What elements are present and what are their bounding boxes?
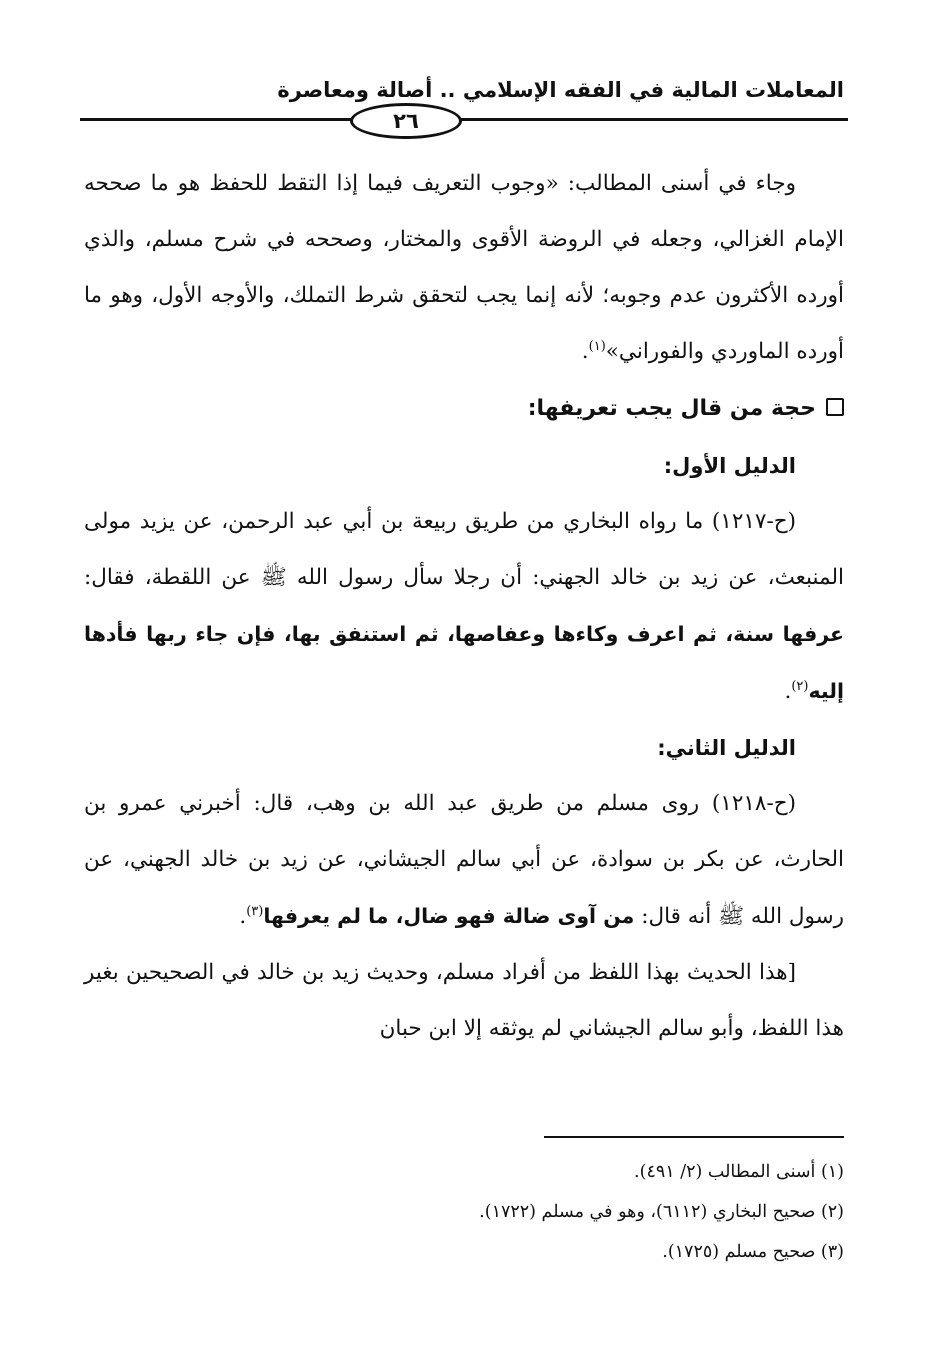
paragraph-hadith-1217: (ح-١٢١٧) ما رواه البخاري من طريق ربيعة بن أبي عبد الرحمن، عن يزيد مولى المنبعث، عن زيد بن خالد الجهني: أن رجلا سأل رسول الله ﷺ عن اللقطة، فقال: عرفها سنة، ثم اعرف وكاءها وعفاصها، ثم استنفق بها، فإن جاء ربها فأدها إليه$^{(٢)}$. bbox=[84, 509, 844, 704]
footnote-ref-2: (٢) bbox=[791, 678, 809, 694]
section-heading-text: حجة من قال يجب تعريفها: bbox=[527, 396, 816, 421]
footnote-1: (١) أسنى المطالب (٢/ ٤٩١). bbox=[634, 1162, 844, 1182]
footnote-2: (٢) صحيح البخاري (٦١١٢)، وهو في مسلم (١٧٢٢). bbox=[479, 1202, 844, 1222]
hadith-chain-text: (ح-١٢١٨) روى مسلم من طريق عبد الله بن وهب، قال: أخبرني عمرو بن الحارث، عن بكر بن سوادة، عن أبي سالم الجيشاني، عن زيد بن خالد الجهني، عن رسول الله ﷺ أنه قال: bbox=[84, 791, 844, 929]
page-number: ٢٦ bbox=[350, 103, 462, 139]
hadith-matn-text: من آوى ضالة فهو ضال، ما لم يعرفها bbox=[263, 904, 635, 928]
evidence-1-title: الدليل الأول: bbox=[663, 454, 796, 478]
footnote-ref-1: (١) bbox=[588, 338, 606, 354]
section-heading bbox=[84, 380, 844, 438]
square-bullet-icon bbox=[826, 398, 844, 416]
hadith-chain-text: (ح-١٢١٧) ما رواه البخاري من طريق ربيعة بن أبي عبد الرحمن، عن يزيد مولى المنبعث، عن زيد بن خالد الجهني: أن رجلا سأل رسول الله ﷺ عن اللقطة، فقال: bbox=[84, 509, 844, 590]
header-rule bbox=[80, 118, 848, 121]
paragraph-asna-quote: وجاء في أسنى المطالب: «وجوب التعريف فيما إذا التقط للحفظ هو ما صححه الإمام الغزالي، وجعله في الروضة الأقوى والمختار، وصححه في شرح مسلم، والذي أورده الأكثرون عدم وجوبه؛ لأنه إنما يجب لتحقق شرط التملك، والأوجه الأول، وهو ما أورده الماوردي والفوراني»$^{(١)}$. bbox=[84, 171, 844, 364]
paragraph-commentary: [هذا الحديث بهذا اللفظ من أفراد مسلم، وحديث زيد بن خالد في الصحيحين بغير هذا اللفظ، وأبو سالم الجيشاني لم يوثقه إلا ابن حبان bbox=[84, 960, 844, 1041]
footnotes bbox=[84, 1152, 844, 1272]
evidence-2-title: الدليل الثاني: bbox=[657, 736, 796, 760]
running-title: المعاملات المالية في الفقه الإسلامي .. أصالة ومعاصرة bbox=[277, 78, 844, 102]
footnote-rule bbox=[544, 1136, 844, 1138]
footnote-3: (٣) صحيح مسلم (١٧٢٥). bbox=[662, 1242, 844, 1262]
main-text bbox=[84, 156, 844, 1057]
hadith-matn-text: عرفها سنة، ثم اعرف وكاءها وعفاصها، ثم استنفق بها، فإن جاء ربها فأدها إليه bbox=[84, 622, 844, 703]
paragraph-hadith-1218: (ح-١٢١٨) روى مسلم من طريق عبد الله بن وهب، قال: أخبرني عمرو بن الحارث، عن بكر بن سوادة، عن أبي سالم الجيشاني، عن زيد بن خالد الجهني، عن رسول الله ﷺ أنه قال: من آوى ضالة فهو ضال، ما لم يعرفها$^{(٣)}$. bbox=[84, 791, 844, 929]
footnote-ref-3: (٣) bbox=[246, 903, 264, 919]
paragraph-text: وجاء في أسنى المطالب: «وجوب التعريف فيما إذا التقط للحفظ هو ما صححه الإمام الغزالي، وجعله في الروضة الأقوى والمختار، وصححه في شرح مسلم، والذي أورده الأكثرون عدم وجوبه؛ لأنه إنما يجب لتحقق شرط التملك، والأوجه الأول، وهو ما أورده الماوردي والفوراني» bbox=[84, 171, 844, 364]
